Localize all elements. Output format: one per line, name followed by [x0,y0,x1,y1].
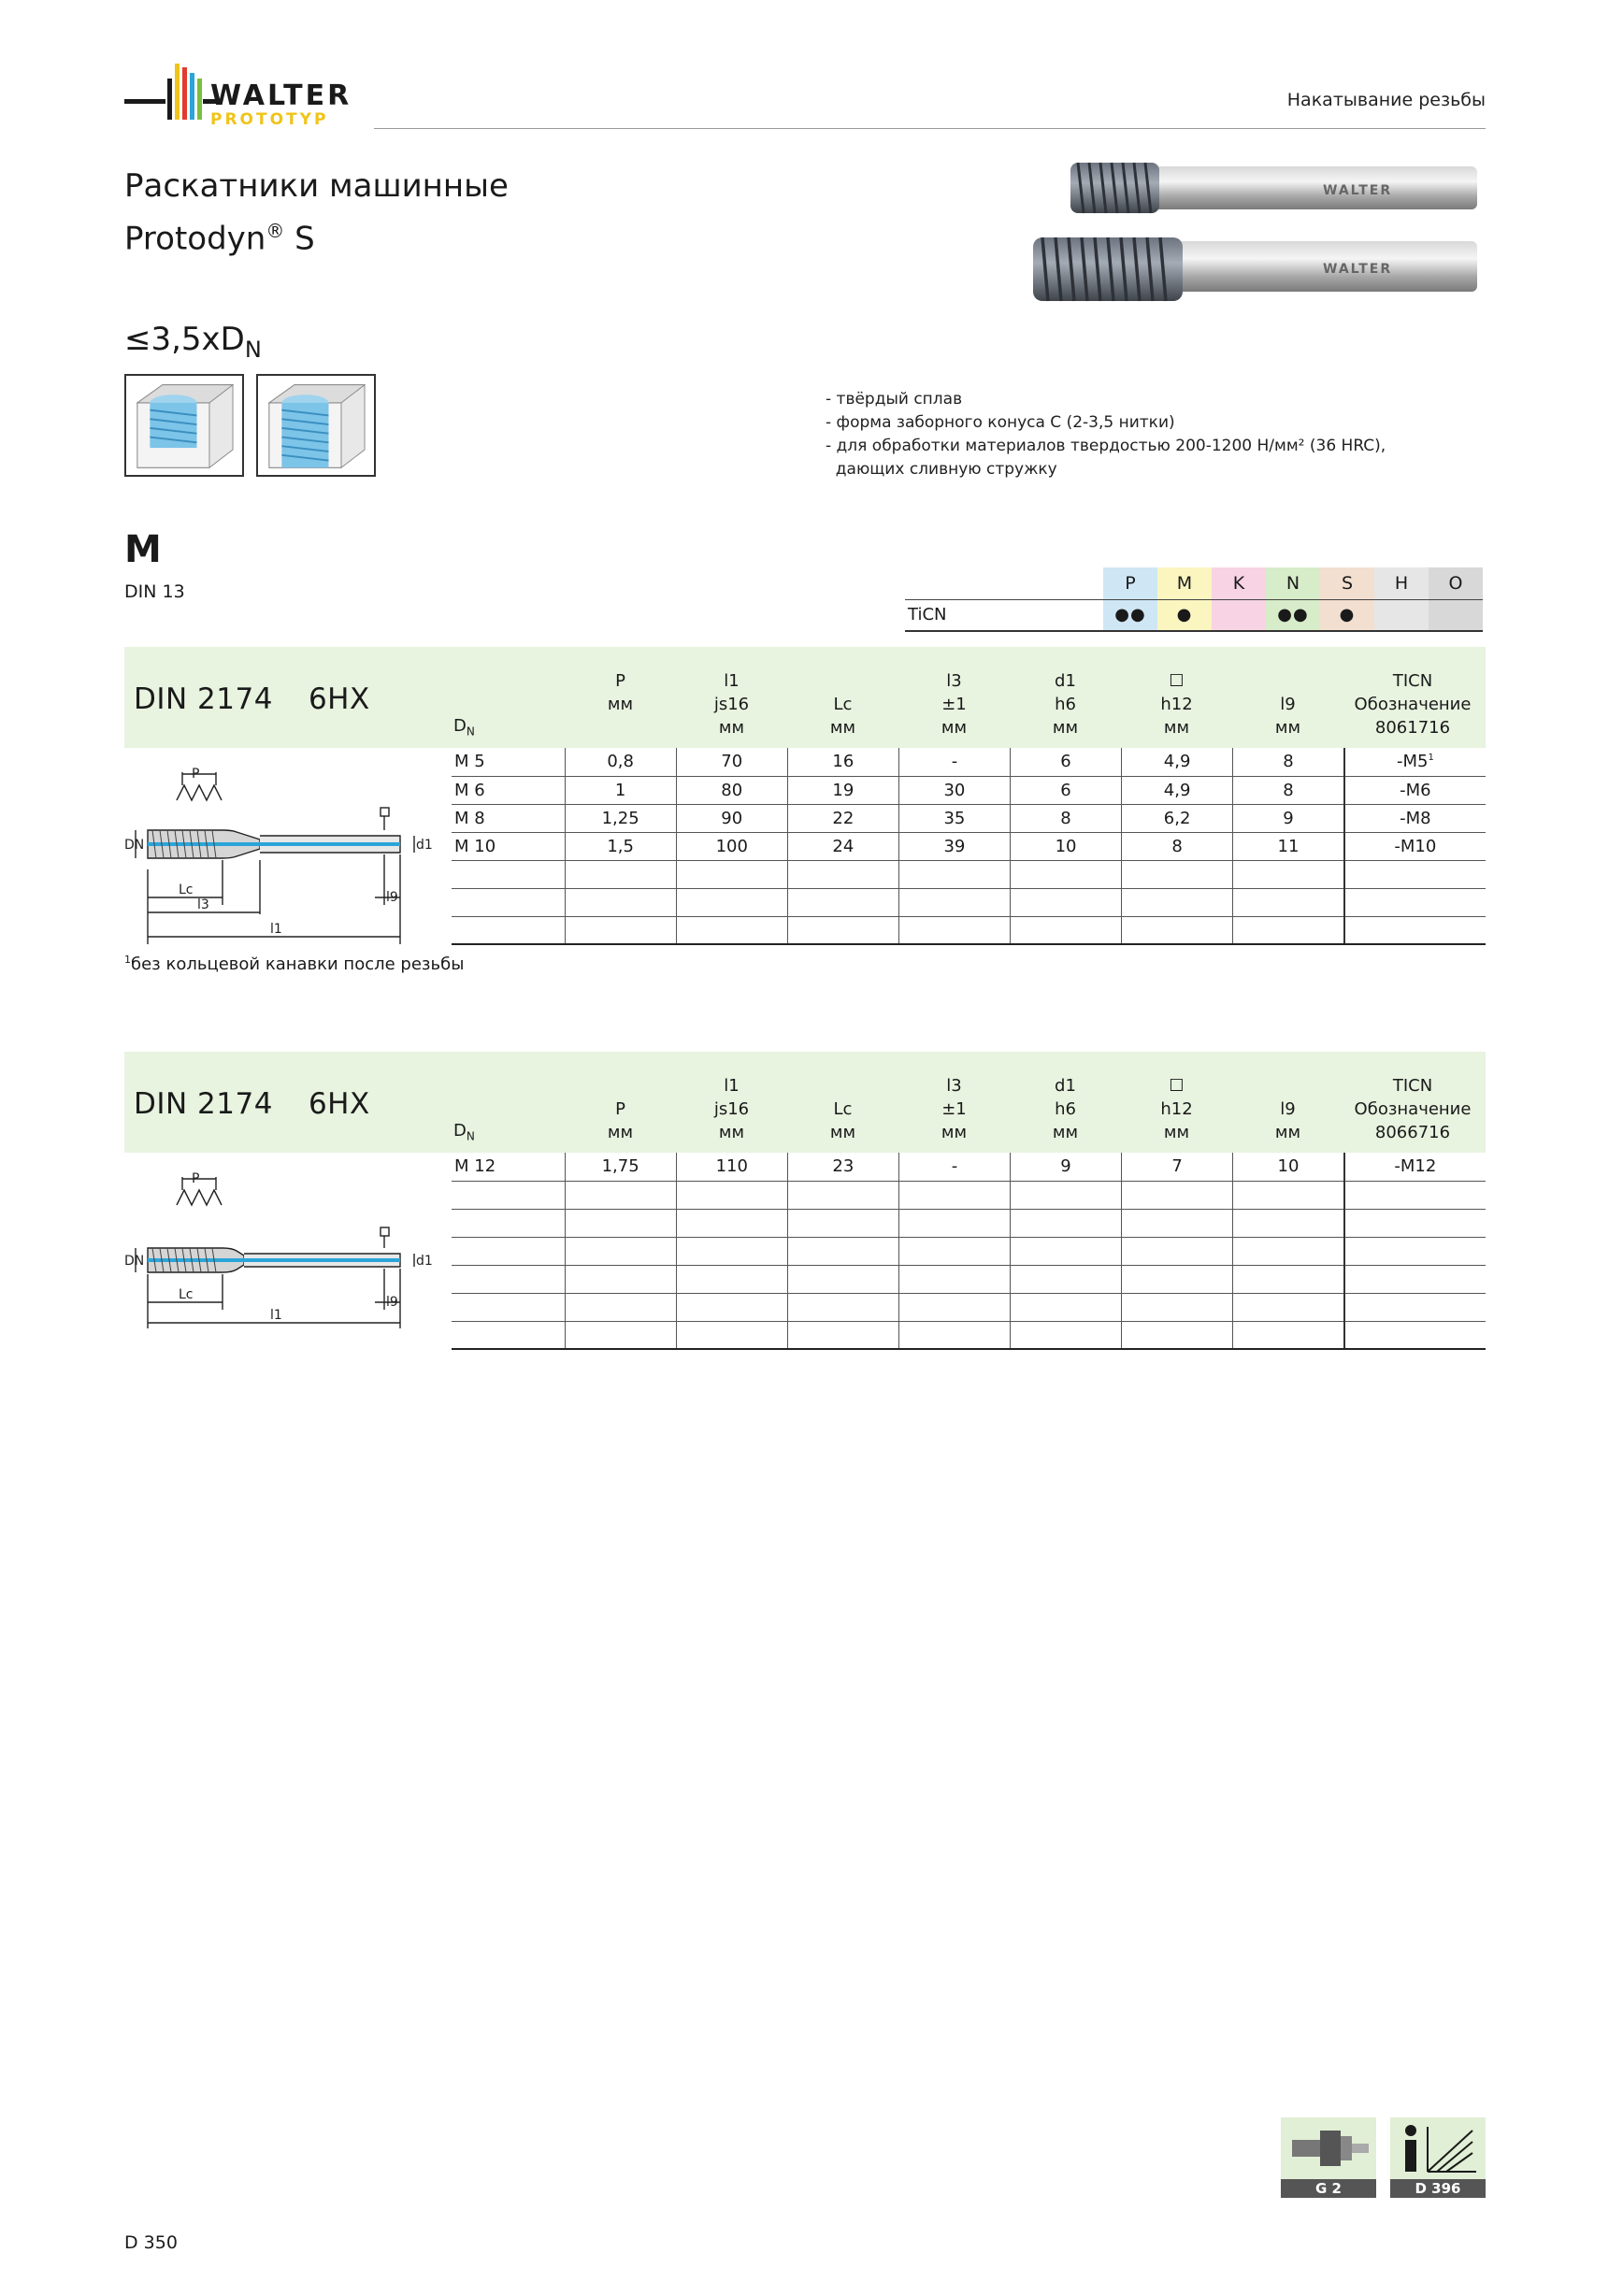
table-cell: 4,9 [1122,748,1233,776]
reference-g2[interactable] [1281,2117,1376,2198]
table-cell: M 6 [452,776,565,804]
page-title [124,164,509,261]
table-cell: -M8 [1344,804,1486,832]
col-lc: Lc мм [829,695,856,738]
footnote: $^1$без кольцевой канавки после резьбы [124,954,465,974]
tool-dimension-drawing [124,1162,433,1349]
col-p: P мм [607,671,634,714]
section-title: Накатывание резьбы [1286,90,1486,110]
table-cell [565,1293,676,1321]
table-cell: 35 [898,804,1010,832]
data-grid [452,748,1486,945]
table-cell [1122,1237,1233,1265]
title-line2: Protodyn® S [124,220,315,258]
table-cell: 90 [676,804,787,832]
col-p: P мм [607,1099,634,1142]
table-cell [676,1321,787,1349]
material-group-O: O [1429,567,1483,599]
walter-prototyp-logo [124,58,405,135]
table-cell [1344,1237,1486,1265]
table-cell [1010,1209,1121,1237]
col-l3: l3 ±1 мм [941,1076,968,1142]
material-group-H: H [1374,567,1429,599]
col-designation: TICN Обозначение 8066716 [1354,1076,1472,1142]
table-cell [565,1237,676,1265]
table-title: DIN 2174 6HX [134,682,370,716]
table-cell: -M10 [1344,832,1486,860]
tool-dimension-drawing [124,757,433,944]
table-cell [1122,1209,1233,1237]
table-cell [1122,1321,1233,1349]
table-cell: 39 [898,832,1010,860]
table-cell [898,1321,1010,1349]
label-d1: d1 [416,838,433,853]
rating-H [1374,599,1429,631]
table-row [452,1181,1486,1209]
table-cell: 10 [1233,1153,1344,1181]
data-grid [452,1153,1486,1350]
depth-ratio: $\le 3,5xD_N$ [124,321,262,363]
table-cell [1344,1321,1486,1349]
table-cell [1233,860,1344,888]
table-row [452,916,1486,944]
label-dn: DN [124,838,145,853]
table-cell [1344,888,1486,916]
table-cell [1122,1181,1233,1209]
table-cell [452,916,565,944]
col-d1: d1 h6 мм [1052,1076,1079,1142]
table-row [452,1321,1486,1349]
table-cell [1344,916,1486,944]
table-cell: M 10 [452,832,565,860]
table-cell [1233,1265,1344,1293]
table-cell [1233,1209,1344,1237]
table-cell [452,1321,565,1349]
table-cell [1010,1237,1121,1265]
table-cell: 24 [787,832,898,860]
table-cell: M 12 [452,1153,565,1181]
table-row [452,804,1486,832]
table-cell: 80 [676,776,787,804]
col-designation: TICN Обозначение 8061716 [1354,671,1472,738]
table-cell [1233,1321,1344,1349]
table-cell [898,1265,1010,1293]
rating-P: ●● [1103,599,1157,631]
label-l9: l9 [386,1295,398,1310]
label-l3: l3 [197,897,209,912]
table-row [452,1153,1486,1181]
through-hole-icon [256,374,376,477]
table-cell: 9 [1233,804,1344,832]
label-p: P [192,767,200,782]
table-cell [1122,888,1233,916]
table-row [452,748,1486,776]
table-cell [1122,916,1233,944]
table-cell: 8 [1122,832,1233,860]
table-cell [676,1265,787,1293]
table-cell [1344,1293,1486,1321]
feature-item: - для обработки материалов твердостью 200-1200 Н/мм² (36 HRC), [826,437,1386,455]
material-groups-table [905,567,1483,632]
material-group-M: M [1157,567,1212,599]
table-cell: 0,8 [565,748,676,776]
table-cell: 7 [1122,1153,1233,1181]
table-cell [787,1237,898,1265]
table-cell [1344,1181,1486,1209]
table-cell [787,1181,898,1209]
table-cell: 23 [787,1153,898,1181]
table-cell [676,888,787,916]
table-cell: 22 [787,804,898,832]
table-cell: - [898,1153,1010,1181]
col-square: ☐ h12 мм [1160,671,1193,738]
material-group-K: K [1212,567,1266,599]
table-cell: 8 [1010,804,1121,832]
table-cell: 10 [1010,832,1121,860]
table-cell [1344,1209,1486,1237]
table-cell [898,1209,1010,1237]
label-d1: d1 [416,1254,433,1269]
table-cell [898,888,1010,916]
col-square: ☐ h12 мм [1160,1076,1193,1142]
col-l1: l1 js16 мм [713,1076,750,1142]
tool-photo-large [1033,237,1477,301]
table-cell: 110 [676,1153,787,1181]
table-row [452,1209,1486,1237]
table-cell: 8 [1233,748,1344,776]
label-dn: DN [124,1254,145,1269]
blind-hole-icon [124,374,244,477]
svg-text:WALTER: WALTER [1323,262,1393,277]
table-cell [787,1321,898,1349]
table-cell: 9 [1010,1153,1121,1181]
label-lc: Lc [179,883,194,897]
rating-N: ●● [1266,599,1320,631]
table-cell [898,860,1010,888]
feature-list [826,388,1386,481]
table-cell [1010,1181,1121,1209]
table-cell [898,1237,1010,1265]
reference-label: D 396 [1390,2179,1486,2198]
tool-photo-small [1070,163,1477,213]
table-row [452,860,1486,888]
table-cell: 30 [898,776,1010,804]
table-cell: 8 [1233,776,1344,804]
table-cell: 1 [565,776,676,804]
table-cell [787,1265,898,1293]
rating-K [1212,599,1266,631]
table-cell [898,916,1010,944]
label-p: P [192,1171,200,1186]
label-l1: l1 [270,922,282,937]
material-group-P: P [1103,567,1157,599]
thread-code: M [124,528,162,571]
table-cell [452,860,565,888]
table-cell: M 8 [452,804,565,832]
table-cell: 6,2 [1122,804,1233,832]
table-cell [1010,888,1121,916]
table-cell: 1,75 [565,1153,676,1181]
table-cell [787,1293,898,1321]
table-row [452,1293,1486,1321]
table-header [124,1052,1486,1153]
table-cell [898,1293,1010,1321]
table-cell: 6 [1010,748,1121,776]
table-title: DIN 2174 6HX [134,1087,370,1121]
table-cell: 11 [1233,832,1344,860]
col-l3: l3 ±1 мм [941,671,968,738]
col-l1: l1 js16 мм [713,671,750,738]
table-cell [1233,1293,1344,1321]
table-cell [787,916,898,944]
table-cell: M 5 [452,748,565,776]
rating-M: ● [1157,599,1212,631]
rating-O [1429,599,1483,631]
col-lc: Lc мм [829,1099,856,1142]
table-cell: 6 [1010,776,1121,804]
brand-sub-text: PROTOTYP [210,110,329,129]
table-cell [565,1209,676,1237]
table-cell [787,888,898,916]
table-cell [1122,860,1233,888]
table-cell: $-M5^1$ [1344,748,1486,776]
table-cell: 19 [787,776,898,804]
table-cell [1010,860,1121,888]
col-dn: $D_N$ [453,716,475,739]
table-header [124,647,1486,748]
table-cell [452,888,565,916]
table-row [452,832,1486,860]
coating-label: TiCN [905,599,1103,631]
reference-label: G 2 [1281,2179,1376,2198]
table-cell: -M12 [1344,1153,1486,1181]
table-cell: 100 [676,832,787,860]
table-cell [1344,1265,1486,1293]
table-cell: 16 [787,748,898,776]
table-row [452,888,1486,916]
table-cell [565,888,676,916]
table-cell: -M6 [1344,776,1486,804]
label-lc: Lc [179,1287,194,1302]
col-d1: d1 h6 мм [1052,671,1079,738]
table-cell [565,1265,676,1293]
tool-photos [1033,159,1487,309]
dimension-table-1 [124,647,1486,946]
table-row [452,776,1486,804]
table-cell [1233,888,1344,916]
label-l1: l1 [270,1308,282,1323]
table-cell [787,1209,898,1237]
table-cell: 1,25 [565,804,676,832]
material-group-S: S [1320,567,1374,599]
dimension-table-2 [124,1052,1486,1351]
chuck-icon [1281,2117,1376,2179]
table-cell: - [898,748,1010,776]
svg-text:WALTER: WALTER [1323,183,1393,198]
table-cell [676,1237,787,1265]
info-chart-icon [1390,2117,1486,2179]
table-cell [1233,916,1344,944]
reference-d396[interactable] [1390,2117,1486,2198]
table-cell [1233,1181,1344,1209]
table-cell [565,1181,676,1209]
table-cell: 70 [676,748,787,776]
table-cell [1122,1265,1233,1293]
table-cell: 1,5 [565,832,676,860]
title-line1: Раскатники машинные [124,167,509,205]
feature-item: - твёрдый сплав [826,390,963,409]
table-cell [787,860,898,888]
table-cell [676,1181,787,1209]
page-number: D 350 [124,2232,178,2253]
table-cell [676,1209,787,1237]
table-row [452,1265,1486,1293]
table-cell [676,860,787,888]
table-cell [1122,1293,1233,1321]
feature-item: - форма заборного конуса C (2-3,5 нитки) [826,413,1175,432]
table-cell [452,1181,565,1209]
table-cell [452,1209,565,1237]
table-cell [1344,860,1486,888]
table-cell [565,916,676,944]
table-cell [565,860,676,888]
table-cell [565,1321,676,1349]
table-cell [1010,1321,1121,1349]
table-cell [676,916,787,944]
table-cell [1010,1293,1121,1321]
table-cell [676,1293,787,1321]
rating-S: ● [1320,599,1374,631]
table-cell [452,1293,565,1321]
table-cell [898,1181,1010,1209]
col-l9: l9 мм [1274,695,1301,738]
table-cell [1233,1237,1344,1265]
material-group-N: N [1266,567,1320,599]
table-cell [1010,1265,1121,1293]
table-cell [1010,916,1121,944]
header-rule [374,128,1486,129]
table-cell [452,1265,565,1293]
col-l9: l9 мм [1274,1099,1301,1142]
col-dn: $D_N$ [453,1121,475,1143]
table-cell: 4,9 [1122,776,1233,804]
table-cell [452,1237,565,1265]
feature-item: дающих сливную стружку [826,460,1057,479]
thread-standard: DIN 13 [124,581,185,602]
label-l9: l9 [386,890,398,905]
table-row [452,1237,1486,1265]
brand-text: WALTER [210,79,352,112]
